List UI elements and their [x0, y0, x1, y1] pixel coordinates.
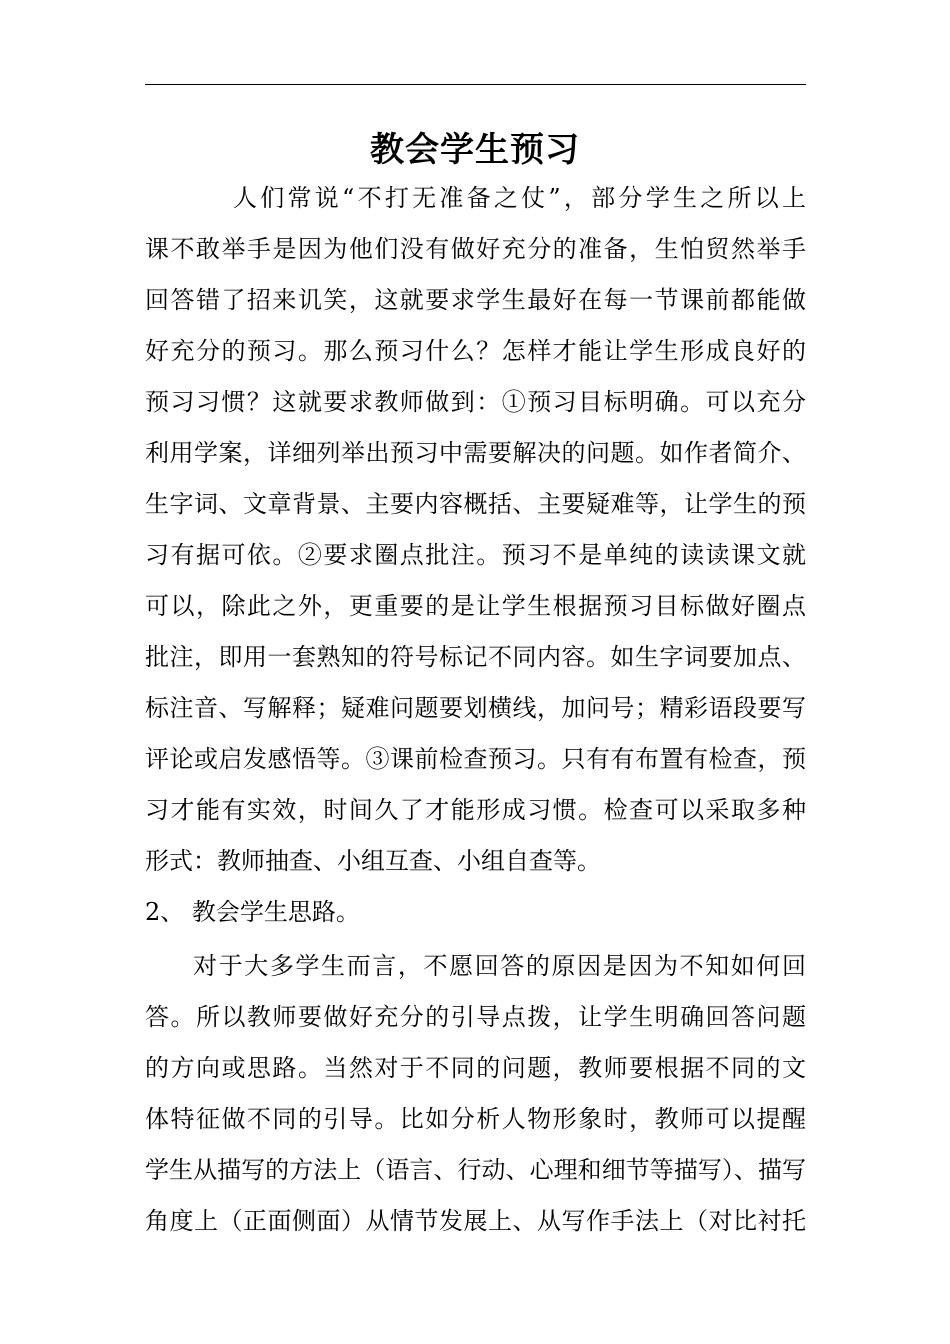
- paragraph-line: 标注音、写解释；疑难问题要划横线，加问号；精彩语段要写: [145, 694, 806, 722]
- paragraph-line: 批注，即用一套熟知的符号标记不同内容。如生字词要加点、: [145, 643, 806, 671]
- paragraph-line: 习才能有实效，时间久了才能形成习惯。检查可以采取多种: [145, 796, 806, 824]
- paragraph-line: 答。所以教师要做好充分的引导点拨，让学生明确回答问题: [145, 1003, 806, 1031]
- paragraph-line: 对于大多学生而言，不愿回答的原因是因为不知如何回: [193, 952, 806, 980]
- paragraph-line: 人们常说“不打无准备之仗”，部分学生之所以上: [233, 184, 806, 212]
- paragraph-line: 课不敢举手是因为他们没有做好充分的准备，生怕贸然举手: [145, 235, 806, 263]
- paragraph-line: 角度上（正面侧面）从情节发展上、从写作手法上（对比衬托: [145, 1207, 806, 1235]
- paragraph-line: 评论或启发感悟等。③课前检查预习。只有有布置有检查，预: [145, 745, 806, 773]
- header-rule: [145, 84, 806, 85]
- paragraph-line: 形式：教师抽查、小组互查、小组自查等。: [145, 847, 601, 875]
- paragraph-line: 生字词、文章背景、主要内容概括、主要疑难等，让学生的预: [145, 490, 806, 518]
- document-title: 教会学生预习: [370, 130, 580, 170]
- paragraph-line: 学生从描写的方法上（语言、行动、心理和细节等描写）、描写: [145, 1156, 806, 1184]
- paragraph-line: 体特征做不同的引导。比如分析人物形象时，教师可以提醒: [145, 1105, 806, 1133]
- section-heading: 2、 教会学生思路。: [145, 898, 360, 926]
- paragraph-line: 回答错了招来讥笑，这就要求学生最好在每一节课前都能做: [145, 286, 806, 314]
- paragraph-line: 预习习惯？这就要求教师做到：①预习目标明确。可以充分: [145, 388, 806, 416]
- paragraph-line: 的方向或思路。当然对于不同的问题，教师要根据不同的文: [145, 1054, 806, 1082]
- paragraph-line: 好充分的预习。那么预习什么？怎样才能让学生形成良好的: [145, 337, 806, 365]
- paragraph-line: 可以，除此之外，更重要的是让学生根据预习目标做好圈点: [145, 592, 806, 620]
- paragraph-line: 习有据可依。②要求圈点批注。预习不是单纯的读读课文就: [145, 541, 806, 569]
- paragraph-line: 利用学案，详细列举出预习中需要解决的问题。如作者简介、: [145, 439, 806, 467]
